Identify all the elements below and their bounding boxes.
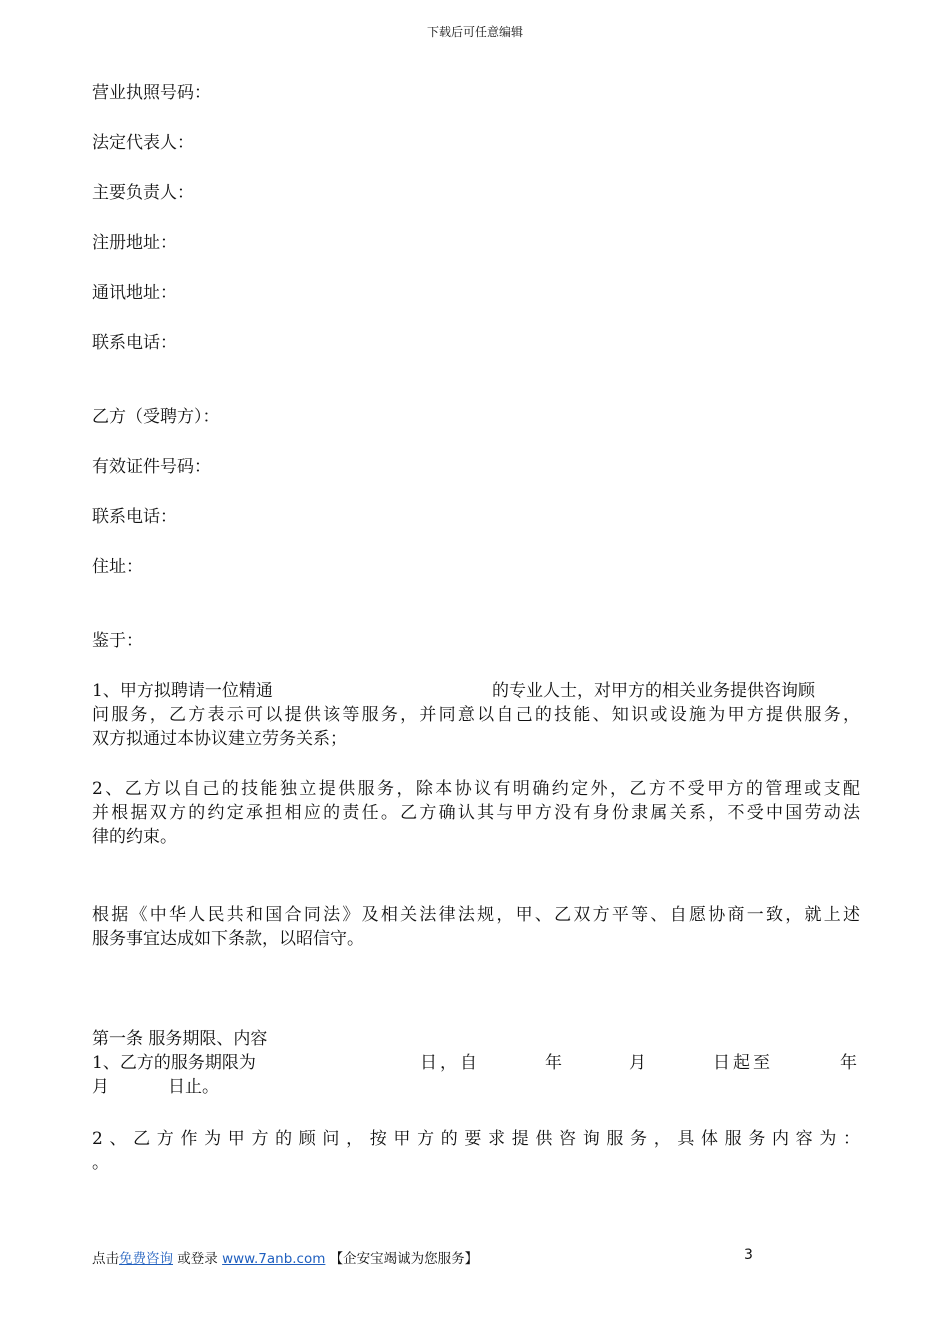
footer-mid: 或登录 <box>173 1251 223 1267</box>
page-number: 3 <box>744 1247 753 1263</box>
article1-term-year2: 年 <box>840 1053 857 1073</box>
article1-term-month: 月 <box>629 1053 646 1073</box>
field-address-b: 住址： <box>92 557 143 577</box>
clause1-line1b: 的专业人士，对甲方的相关业务提供咨询顾 <box>492 681 815 701</box>
field-legal-representative: 法定代表人： <box>92 133 194 153</box>
article1-term-year: 年 <box>545 1053 562 1073</box>
field-phone-a: 联系电话： <box>92 333 177 353</box>
clause2-line1: 2、乙方以自己的技能独立提供服务，除本协议有明确约定外，乙方不受甲方的管理或支配 <box>92 779 860 799</box>
article1-term-day: 日，自 <box>420 1053 480 1073</box>
article1-term-label: 1、乙方的服务期限为 <box>92 1053 256 1073</box>
field-business-license: 营业执照号码： <box>92 83 211 103</box>
clause1-line1a: 1、甲方拟聘请一位精通 <box>92 681 273 701</box>
footer-suffix: 【企安宝竭诚为您服务】 <box>325 1251 479 1267</box>
clause1-line3: 双方拟通过本协议建立劳务关系； <box>92 729 347 749</box>
field-mailing-address: 通讯地址： <box>92 283 177 303</box>
website-link[interactable]: www.7anb.com <box>222 1251 326 1267</box>
field-principal: 主要负责人： <box>92 183 194 203</box>
field-id-number: 有效证件号码： <box>92 457 211 477</box>
article1-content-line2: 。 <box>92 1153 109 1173</box>
article1-term-from: 日起至 <box>713 1053 773 1073</box>
field-phone-b: 联系电话： <box>92 507 177 527</box>
basis-line1: 根据《中华人民共和国合同法》及相关法律法规，甲、乙双方平等、自愿协商一致，就上述 <box>92 905 860 925</box>
article1-term-end: 日止。 <box>168 1077 219 1097</box>
field-registered-address: 注册地址： <box>92 233 177 253</box>
footer-prefix: 点击 <box>92 1251 119 1267</box>
clause1-line2: 问服务，乙方表示可以提供该等服务，并同意以自己的技能、知识或设施为甲方提供服务， <box>92 705 860 725</box>
clause2-line2: 并根据双方的约定承担相应的责任。乙方确认其与甲方没有身份隶属关系，不受中国劳动法 <box>92 803 860 823</box>
basis-line2: 服务事宜达成如下条款，以昭信守。 <box>92 929 364 949</box>
free-consult-link[interactable]: 免费咨询 <box>119 1251 173 1267</box>
article1-term-month2: 月 <box>92 1077 109 1097</box>
article1-content-line1: 2、乙方作为甲方的顾问，按甲方的要求提供咨询服务，具体服务内容为： <box>92 1129 860 1149</box>
article1-title: 第一条 服务期限、内容 <box>92 1029 268 1049</box>
clause2-line3: 律的约束。 <box>92 827 177 847</box>
field-party-b: 乙方（受聘方）： <box>92 407 220 427</box>
page-header: 下载后可任意编辑 <box>426 25 523 39</box>
page-footer <box>92 1247 478 1267</box>
whereas-heading: 鉴于： <box>92 631 143 651</box>
